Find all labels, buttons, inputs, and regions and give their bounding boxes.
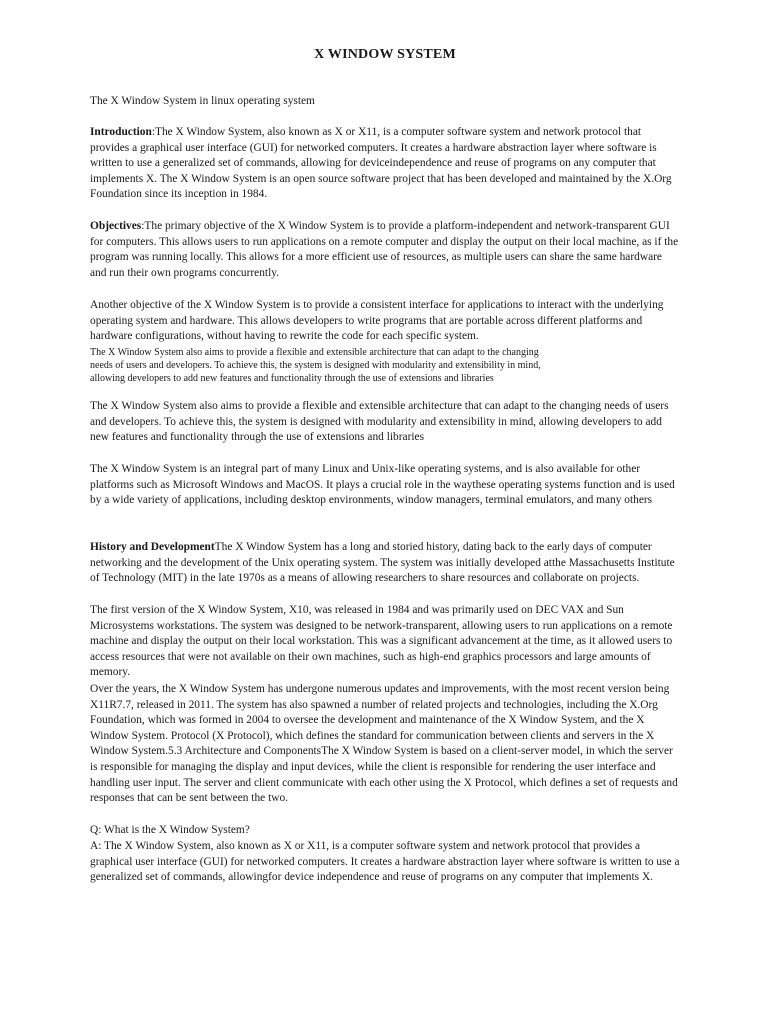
- over-years-paragraph: Over the years, the X Window System has undergone numerous updates and improvements, with the most recent version being X11R7.7, released in 2011. The system has also spawned a number of related projects and technologies, including the X.Org Foundation, which was formed in 2004 to oversee the development and maintenance of the X Window System, and the X Window System. Protocol (X Protocol), which defines the standard for communication between clients and servers in the X Window System.5.3 Architecture and ComponentsThe X Window System is based on a client-server model, in which the server is responsible for managing the display and input devices, while the client is responsible for rendering the user interface and handling user input. The server and client communicate with each other using the X Protocol, which defines a set of requests and responses that can be sent between the two.: [90, 683, 678, 805]
- small-inserted-paragraph: The X Window System also aims to provide a flexible and extensible architecture that can adapt to the changing needs of users and developers. To achieve this, the system is designed with modularity and extensibility in mind, allowing developers to add new features and functionality through the use of extensions and libraries: [90, 347, 541, 384]
- question: Q: What is the X Window System?: [90, 824, 250, 836]
- subtitle: The X Window System in linux operating system: [90, 95, 315, 107]
- integral-paragraph: The X Window System is an integral part of many Linux and Unix-like operating systems, and is also available for other platforms such as Microsoft Windows and MacOS. It plays a crucial role in the waythese operating systems function and is used by a wide variety of applications, including desktop environments, window managers, terminal emulators, and many others: [90, 463, 675, 507]
- objective-paragraph-3: The X Window System also aims to provide a flexible and extensible architecture that can adapt to the changing needs of users and developers. To achieve this, the system is designed with modularity and extensibility in mind, allowing developers to add new features and functionality through the use of extensions and libraries: [90, 400, 669, 444]
- answer: A: The X Window System, also known as X or X11, is a computer software system and network protocol that provides a graphical user interface (GUI) for networked computers. It creates a hardware abstraction layer where software is written to use a generalized set of commands, allowingfor device independence and reuse of programs on any computer that implements X.: [90, 840, 680, 884]
- introduction-label: Introduction: [90, 126, 152, 138]
- objectives-paragraph: [90, 219, 680, 281]
- objective-paragraph-2: Another objective of the X Window System is to provide a consistent interface for applications to interact with the underlying operating system and hardware. This allows developers to write programs that are portable across different platforms and hardware configurations, without having to rewrite the code for each specific system.: [90, 299, 664, 343]
- objectives-text: :The primary objective of the X Window System is to provide a platform-independent and network-transparent GUI for computers. This allows users to run applications on a remote computer and display the output on their local machine, as if the program was running locally. This allows for a more efficient use of resources, as multiple users can share the same hardware and run their own programs concurrently.: [90, 220, 679, 279]
- introduction-paragraph: [90, 125, 680, 203]
- introduction-text: :The X Window System, also known as X or X11, is a computer software system and network protocol that provides a graphical user interface (GUI) for networked computers. It creates a hardware abstraction layer where software is written to use a generalized set of commands, allowing for deviceindependence and reuse of programs on any computer that implements X. The X Window System is an open source software project that has been developed and maintained by the X.Org Foundation since its inception in 1984.: [90, 126, 672, 201]
- document-title: X WINDOW SYSTEM: [314, 47, 456, 62]
- history-label: History and Development: [90, 541, 215, 553]
- history-text: The X Window System has a long and storied history, dating back to the early days of computer networking and the development of the Unix operating system. The system was initially developed atthe Massachusetts Institute of Technology (MIT) in the late 1970s as a means of allowing researchers to share resources and collaborate on projects.: [90, 541, 675, 585]
- objectives-label: Objectives: [90, 220, 142, 232]
- first-version-paragraph: The first version of the X Window System, X10, was released in 1984 and was primarily used on DEC VAX and Sun Microsystems workstations. The system was designed to be network-transparent, allowing users to run applications on a remote machine and display the output on their local workstation. This was a significant advancement at the time, as it allowed users to access resources that were not available on their own machines, such as high-end graphics processors and large amounts of memory.: [90, 604, 673, 679]
- history-paragraph: [90, 540, 680, 587]
